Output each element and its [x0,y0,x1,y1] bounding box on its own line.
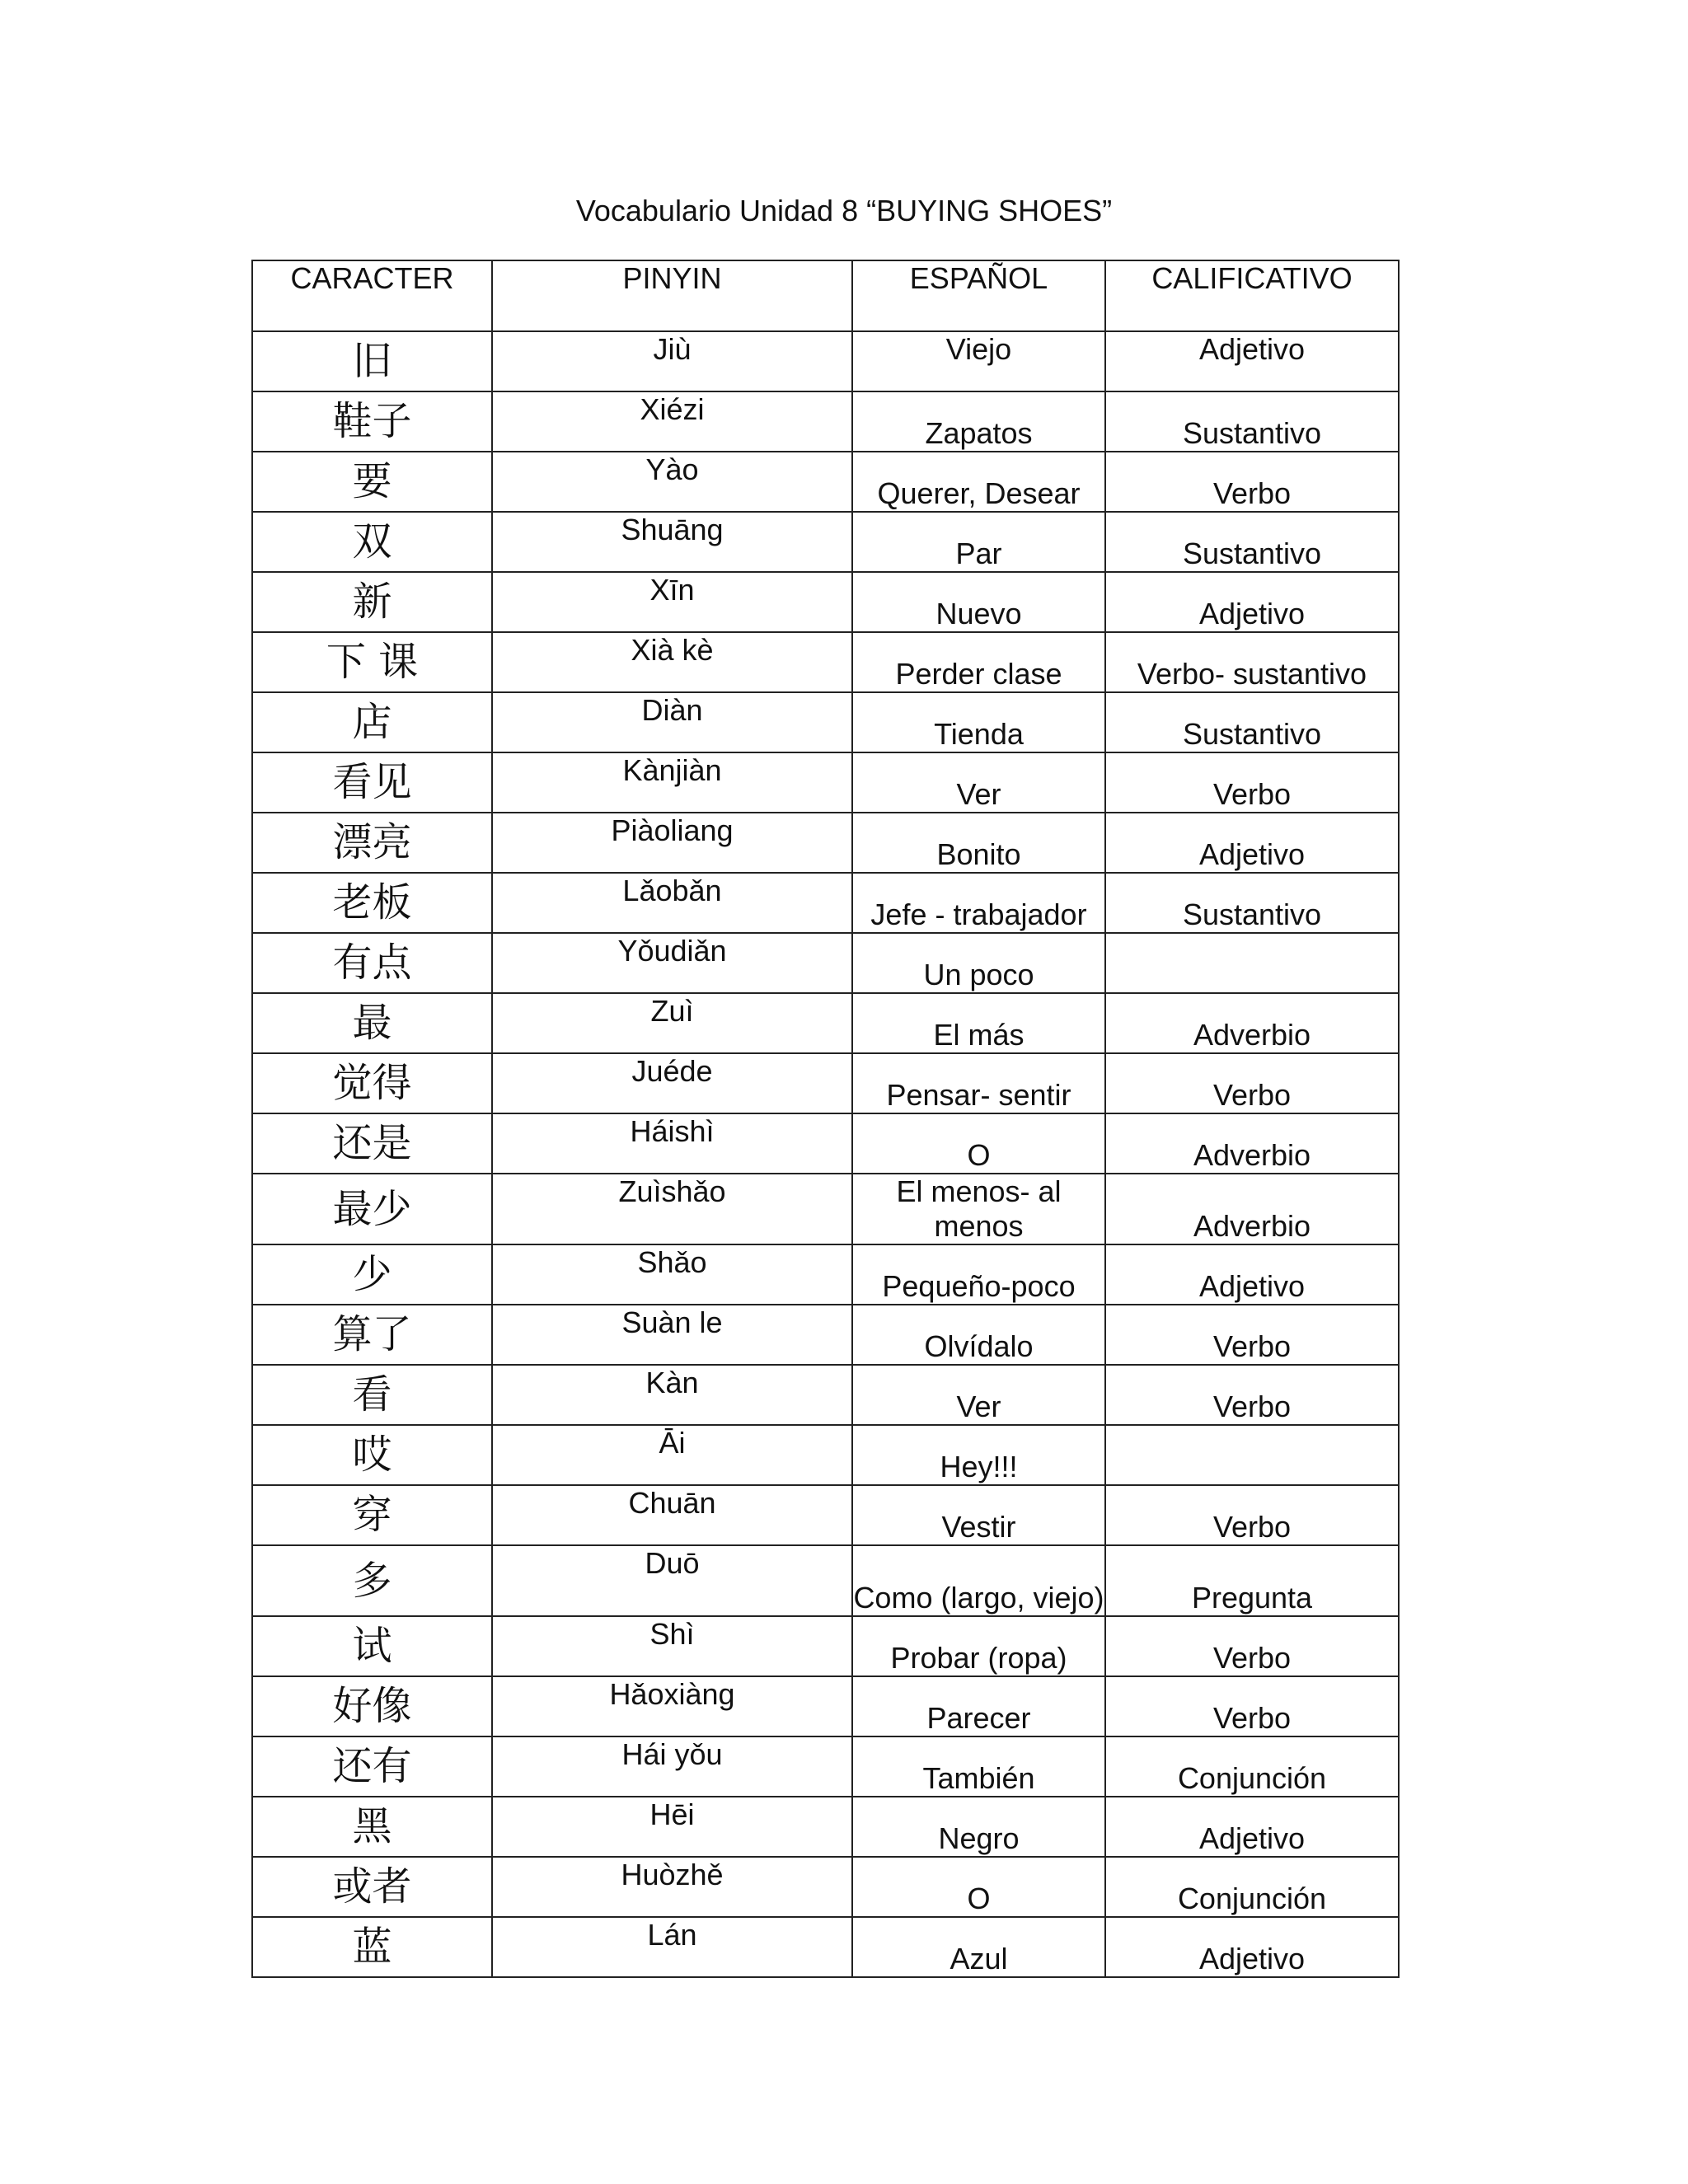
table-row [252,1305,1399,1365]
caracter-cell: 还是 [252,1113,492,1174]
espanol-cell: Azul [852,1917,1105,1977]
espanol-cell: Nuevo [852,572,1105,632]
pinyin-cell: Shì [492,1616,852,1676]
espanol-cell: Pensar- sentir [852,1053,1105,1113]
calificativo-cell: Verbo [1105,1676,1399,1736]
espanol-cell: Hey!!! [852,1425,1105,1485]
table-row [252,1244,1399,1305]
pinyin-cell: Háishì [492,1113,852,1174]
espanol-cell: Bonito [852,813,1105,873]
caracter-cell: 哎 [252,1425,492,1485]
pinyin-cell: Hēi [492,1797,852,1857]
pinyin-cell: Yǒudiǎn [492,933,852,993]
caracter-cell: 最 [252,993,492,1053]
caracter-cell: 试 [252,1616,492,1676]
pinyin-cell: Chuān [492,1485,852,1545]
calificativo-cell: Adverbio [1105,1113,1399,1174]
table-row [252,452,1399,512]
pinyin-cell: Āi [492,1425,852,1485]
table-row [252,813,1399,873]
table-row [252,993,1399,1053]
pinyin-cell: Juéde [492,1053,852,1113]
pinyin-cell: Suàn le [492,1305,852,1365]
pinyin-cell: Jiù [492,331,852,391]
table-row [252,1616,1399,1676]
espanol-cell: O [852,1113,1105,1174]
caracter-cell: 或者 [252,1857,492,1917]
espanol-cell: Vestir [852,1485,1105,1545]
caracter-cell: 蓝 [252,1917,492,1977]
calificativo-cell: Verbo- sustantivo [1105,632,1399,692]
caracter-cell: 有点 [252,933,492,993]
pinyin-cell: Xiézi [492,391,852,452]
espanol-cell: También [852,1736,1105,1797]
table-row [252,632,1399,692]
table-row [252,873,1399,933]
calificativo-cell: Verbo [1105,1305,1399,1365]
calificativo-cell: Verbo [1105,1485,1399,1545]
espanol-cell: Negro [852,1797,1105,1857]
pinyin-cell: Hái yǒu [492,1736,852,1797]
espanol-cell: Tienda [852,692,1105,752]
caracter-cell: 要 [252,452,492,512]
caracter-cell: 双 [252,512,492,572]
espanol-cell: El más [852,993,1105,1053]
espanol-cell: Viejo [852,331,1105,391]
espanol-cell: Querer, Desear [852,452,1105,512]
caracter-cell: 看 [252,1365,492,1425]
calificativo-cell [1105,933,1399,993]
caracter-cell: 店 [252,692,492,752]
espanol-cell: Jefe - trabajador [852,873,1105,933]
table-row [252,1365,1399,1425]
table-row [252,572,1399,632]
calificativo-cell: Verbo [1105,752,1399,813]
caracter-cell: 觉得 [252,1053,492,1113]
espanol-cell: Olvídalo [852,1305,1105,1365]
espanol-cell: Parecer [852,1676,1105,1736]
pinyin-cell: Duō [492,1545,852,1616]
caracter-cell: 鞋子 [252,391,492,452]
pinyin-cell: Zuì [492,993,852,1053]
espanol-cell: Probar (ropa) [852,1616,1105,1676]
calificativo-cell [1105,1425,1399,1485]
table-row [252,1113,1399,1174]
caracter-cell: 看见 [252,752,492,813]
calificativo-cell: Adverbio [1105,993,1399,1053]
espanol-cell: Un poco [852,933,1105,993]
header-espanol: ESPAÑOL [852,260,1105,331]
pinyin-cell: Xīn [492,572,852,632]
espanol-cell: Ver [852,1365,1105,1425]
header-pinyin: PINYIN [492,260,852,331]
table-row [252,1676,1399,1736]
caracter-cell: 算了 [252,1305,492,1365]
pinyin-cell: Yào [492,452,852,512]
pinyin-cell: Diàn [492,692,852,752]
table-row [252,331,1399,391]
pinyin-cell: Xià kè [492,632,852,692]
calificativo-cell: Verbo [1105,452,1399,512]
calificativo-cell: Verbo [1105,1053,1399,1113]
calificativo-cell: Pregunta [1105,1545,1399,1616]
table-row [252,752,1399,813]
pinyin-cell: Kàn [492,1365,852,1425]
espanol-cell: El menos- al menos [852,1174,1105,1244]
pinyin-cell: Huòzhě [492,1857,852,1917]
calificativo-cell: Sustantivo [1105,873,1399,933]
page-title: Vocabulario Unidad 8 “BUYING SHOES” [575,194,1113,227]
calificativo-cell: Adjetivo [1105,572,1399,632]
calificativo-cell: Sustantivo [1105,512,1399,572]
vocabulary-table [251,260,1400,1978]
caracter-cell: 多 [252,1545,492,1616]
calificativo-cell: Conjunción [1105,1857,1399,1917]
espanol-cell: Como (largo, viejo) [852,1545,1105,1616]
table-row [252,1736,1399,1797]
table-row [252,1053,1399,1113]
calificativo-cell: Verbo [1105,1365,1399,1425]
calificativo-cell: Adverbio [1105,1174,1399,1244]
pinyin-cell: Piàoliang [492,813,852,873]
espanol-cell: Ver [852,752,1105,813]
table-row [252,692,1399,752]
table-row [252,1797,1399,1857]
table-body [252,331,1399,1977]
calificativo-cell: Sustantivo [1105,692,1399,752]
pinyin-cell: Hǎoxiàng [492,1676,852,1736]
table-row [252,391,1399,452]
calificativo-cell: Adjetivo [1105,1797,1399,1857]
header-caracter: CARACTER [252,260,492,331]
table-row [252,1545,1399,1616]
header-calificativo: CALIFICATIVO [1105,260,1399,331]
caracter-cell: 少 [252,1244,492,1305]
pinyin-cell: Shuāng [492,512,852,572]
espanol-cell: Par [852,512,1105,572]
caracter-cell: 漂亮 [252,813,492,873]
espanol-cell: O [852,1857,1105,1917]
calificativo-cell: Adjetivo [1105,331,1399,391]
pinyin-cell: Kànjiàn [492,752,852,813]
table-row [252,1857,1399,1917]
espanol-cell: Pequeño-poco [852,1244,1105,1305]
calificativo-cell: Conjunción [1105,1736,1399,1797]
pinyin-cell: Zuìshǎo [492,1174,852,1244]
calificativo-cell: Adjetivo [1105,1244,1399,1305]
table-header-row [252,260,1399,331]
table-row [252,1425,1399,1485]
caracter-cell: 最少 [252,1174,492,1244]
table-row [252,512,1399,572]
calificativo-cell: Adjetivo [1105,813,1399,873]
caracter-cell: 新 [252,572,492,632]
calificativo-cell: Sustantivo [1105,391,1399,452]
table-row [252,933,1399,993]
pinyin-cell: Shǎo [492,1244,852,1305]
caracter-cell: 好像 [252,1676,492,1736]
table-row [252,1917,1399,1977]
calificativo-cell: Verbo [1105,1616,1399,1676]
table-row [252,1485,1399,1545]
pinyin-cell: Lǎobǎn [492,873,852,933]
caracter-cell: 下 课 [252,632,492,692]
caracter-cell: 黑 [252,1797,492,1857]
caracter-cell: 旧 [252,331,492,391]
calificativo-cell: Adjetivo [1105,1917,1399,1977]
espanol-cell: Zapatos [852,391,1105,452]
espanol-cell: Perder clase [852,632,1105,692]
caracter-cell: 老板 [252,873,492,933]
pinyin-cell: Lán [492,1917,852,1977]
caracter-cell: 还有 [252,1736,492,1797]
table-row [252,1174,1399,1244]
caracter-cell: 穿 [252,1485,492,1545]
